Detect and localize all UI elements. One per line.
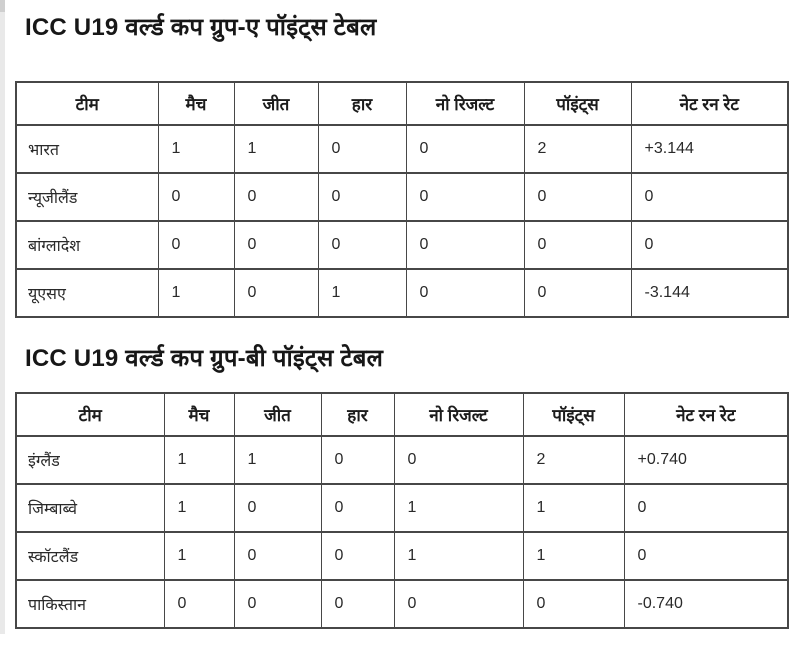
- column-header-no-result: नो रिजल्ट: [394, 393, 523, 436]
- table-row: [16, 436, 788, 484]
- table-cell: 1: [164, 532, 234, 580]
- column-header-points: पॉइंट्स: [523, 393, 624, 436]
- table-cell: 0: [158, 221, 234, 269]
- column-header-matches: मैच: [158, 82, 234, 125]
- header-row: [16, 393, 788, 436]
- team-cell: बांग्लादेश: [16, 221, 158, 269]
- team-cell: न्यूजीलैंड: [16, 173, 158, 221]
- page-edge-strip: [0, 0, 5, 634]
- table-cell: 0: [234, 484, 321, 532]
- team-cell: पाकिस्तान: [16, 580, 164, 628]
- table-row: [16, 580, 788, 628]
- team-cell: जिम्बाब्वे: [16, 484, 164, 532]
- table-cell: 2: [524, 125, 631, 173]
- table-cell: 2: [523, 436, 624, 484]
- table-cell: 0: [318, 173, 406, 221]
- table-cell: 0: [406, 125, 524, 173]
- column-header-points: पॉइंट्स: [524, 82, 631, 125]
- page-edge-strip-top: [0, 0, 5, 12]
- column-header-team: टीम: [16, 82, 158, 125]
- table-cell: 1: [234, 436, 321, 484]
- table-cell: 0: [394, 436, 523, 484]
- table-cell: 1: [523, 532, 624, 580]
- column-header-wins: जीत: [234, 393, 321, 436]
- table-row: [16, 125, 788, 173]
- team-cell: स्कॉटलैंड: [16, 532, 164, 580]
- table-cell: 0: [318, 221, 406, 269]
- table-row: [16, 173, 788, 221]
- table-row: [16, 269, 788, 317]
- table-title-group-b: ICC U19 वर्ल्ड कप ग्रुप-बी पॉइंट्स टेबल: [25, 345, 384, 372]
- table-cell: 1: [164, 436, 234, 484]
- team-cell: भारत: [16, 125, 158, 173]
- table-cell: 0: [631, 173, 788, 221]
- table-cell: 0: [406, 269, 524, 317]
- table-cell: 0: [321, 532, 394, 580]
- table-cell: 0: [164, 580, 234, 628]
- column-header-team: टीम: [16, 393, 164, 436]
- table-cell: 0: [321, 436, 394, 484]
- table-cell: 0: [631, 221, 788, 269]
- table-cell: 0: [524, 221, 631, 269]
- table-cell: +3.144: [631, 125, 788, 173]
- table-cell: 0: [234, 221, 318, 269]
- table-cell: -0.740: [624, 580, 788, 628]
- table-cell: 1: [158, 125, 234, 173]
- column-header-no-result: नो रिजल्ट: [406, 82, 524, 125]
- table-cell: 1: [523, 484, 624, 532]
- table-cell: 1: [234, 125, 318, 173]
- table-title-group-a: ICC U19 वर्ल्ड कप ग्रुप-ए पॉइंट्स टेबल: [25, 14, 377, 41]
- table-cell: 0: [234, 269, 318, 317]
- table-row: [16, 221, 788, 269]
- table-cell: 0: [624, 532, 788, 580]
- column-header-losses: हार: [318, 82, 406, 125]
- table-cell: 1: [164, 484, 234, 532]
- team-cell: यूएसए: [16, 269, 158, 317]
- team-cell: इंग्लैंड: [16, 436, 164, 484]
- table-cell: 0: [394, 580, 523, 628]
- table-cell: 0: [406, 173, 524, 221]
- table-cell: 0: [523, 580, 624, 628]
- column-header-wins: जीत: [234, 82, 318, 125]
- table-cell: 1: [318, 269, 406, 317]
- header-row: [16, 82, 788, 125]
- column-header-net-run-rate: नेट रन रेट: [624, 393, 788, 436]
- column-header-matches: मैच: [164, 393, 234, 436]
- table-cell: -3.144: [631, 269, 788, 317]
- column-header-net-run-rate: नेट रन रेट: [631, 82, 788, 125]
- table-cell: 0: [524, 269, 631, 317]
- table-cell: 0: [234, 173, 318, 221]
- points-table-group-b: [15, 392, 789, 629]
- table-cell: +0.740: [624, 436, 788, 484]
- table-row: [16, 484, 788, 532]
- table-cell: 1: [394, 484, 523, 532]
- table-cell: 0: [321, 484, 394, 532]
- table-cell: 0: [158, 173, 234, 221]
- table-cell: 0: [234, 580, 321, 628]
- table-cell: 0: [524, 173, 631, 221]
- table-cell: 0: [406, 221, 524, 269]
- table-cell: 0: [624, 484, 788, 532]
- table-cell: 0: [321, 580, 394, 628]
- column-header-losses: हार: [321, 393, 394, 436]
- table-cell: 1: [158, 269, 234, 317]
- points-table-group-a: [15, 81, 789, 318]
- table-row: [16, 532, 788, 580]
- table-cell: 1: [394, 532, 523, 580]
- table-cell: 0: [234, 532, 321, 580]
- table-cell: 0: [318, 125, 406, 173]
